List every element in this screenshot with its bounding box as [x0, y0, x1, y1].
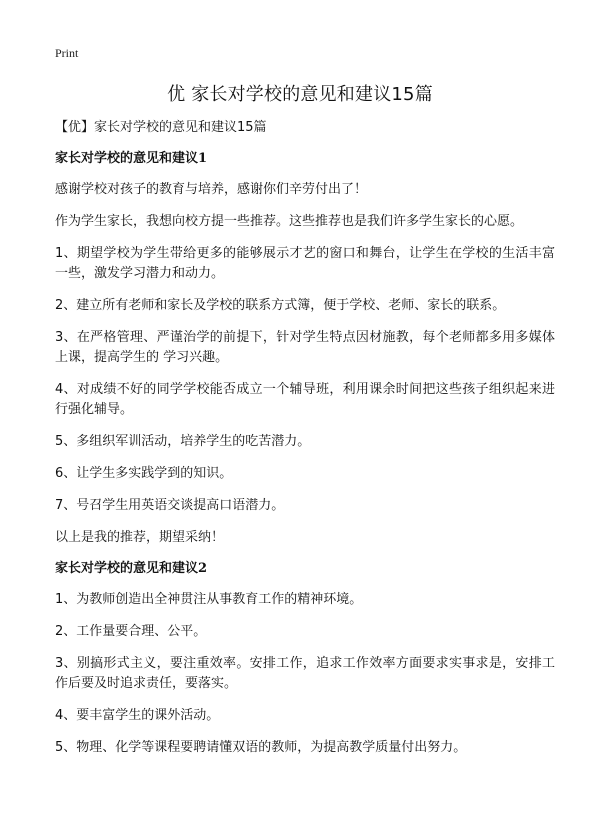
- paragraph: 4、对成绩不好的同学学校能否成立一个辅导班，利用课余时间把这些孩子组织起来进行强化辅导。: [55, 382, 555, 417]
- paragraph: 作为学生家长，我想向校方提一些推荐。这些推荐也是我们许多学生家长的心愿。: [55, 214, 524, 229]
- section-heading: 家长对学校的意见和建议2: [55, 561, 208, 576]
- document-subtitle: 【优】家长对学校的意见和建议15篇: [55, 120, 267, 135]
- paragraph: 3、别搞形式主义，要注重效率。安排工作，追求工作效率方面要求实事求是，安排工作后要及时追求责任，要落实。: [55, 656, 555, 691]
- page-title: 优 家长对学校的意见和建议15篇: [167, 84, 433, 105]
- paragraph: 6、让学生多实践学到的知识。: [55, 466, 233, 481]
- section-2: [55, 560, 555, 758]
- document-body: [55, 119, 555, 770]
- section-heading: 家长对学校的意见和建议1: [55, 151, 208, 166]
- paragraph: 以上是我的推荐，期望采纳！: [55, 530, 225, 545]
- paragraph: 5、多组织军训活动，培养学生的吃苦潜力。: [55, 434, 311, 449]
- print-label: Print: [55, 46, 79, 60]
- paragraph: 4、要丰富学生的课外活动。: [55, 708, 220, 723]
- paragraph: 7、号召学生用英语交谈提高口语潜力。: [55, 498, 285, 513]
- paragraph: 2、建立所有老师和家长及学校的联系方式簿，便于学校、老师、家长的联系。: [55, 298, 506, 313]
- section-1: [55, 150, 555, 548]
- paragraph: 5、物理、化学等课程要聘请懂双语的教师，为提高教学质量付出努力。: [55, 740, 467, 755]
- paragraph: 感谢学校对孩子的教育与培养，感谢你们辛劳付出了！: [55, 182, 368, 197]
- paragraph: 2、工作量要合理、公平。: [55, 624, 207, 639]
- paragraph: 1、为教师创造出全神贯注从事教育工作的精神环境。: [55, 592, 363, 607]
- paragraph: 1、期望学校为学生带给更多的能够展示才艺的窗口和舞台，让学生在学校的生活丰富一些，激发学习潜力和动力。: [55, 246, 555, 281]
- paragraph: 3、在严格管理、严谨治学的前提下，针对学生特点因材施教，每个老师都多用多媒体上课，提高学生的 学习兴趣。: [55, 330, 555, 365]
